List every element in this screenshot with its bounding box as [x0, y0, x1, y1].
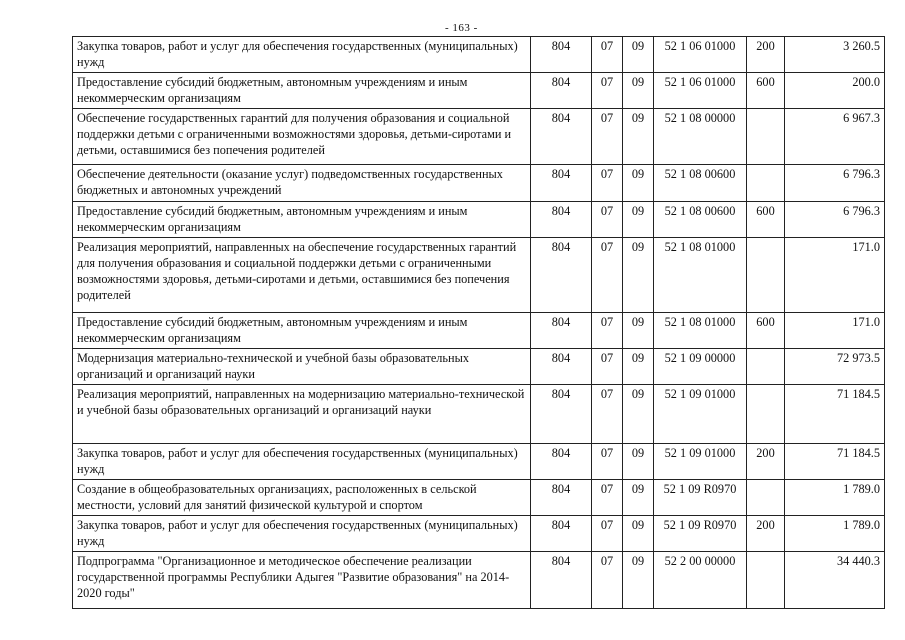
section-code: 07 — [592, 552, 623, 609]
row-name: Закупка товаров, работ и услуг для обеспечения государственных (муниципальных) нужд — [73, 516, 531, 552]
target-code: 52 1 06 01000 — [654, 37, 747, 73]
expense-type-code — [747, 349, 785, 385]
section-code: 07 — [592, 385, 623, 444]
expense-type-code — [747, 109, 785, 165]
subsection-code: 09 — [623, 238, 654, 313]
ministry-code: 804 — [531, 349, 592, 385]
ministry-code: 804 — [531, 385, 592, 444]
section-code: 07 — [592, 73, 623, 109]
target-code: 52 1 09 00000 — [654, 349, 747, 385]
expense-type-code: 200 — [747, 37, 785, 73]
row-name: Реализация мероприятий, направленных на обеспечение государственных гарантий для получения образования и социальной поддержки детьми с ограниченными возможностями здоровья, детьми-сиротами и детьми, оставшимися без попечения родителей — [73, 238, 531, 313]
amount: 6 796.3 — [785, 165, 885, 202]
section-code: 07 — [592, 313, 623, 349]
section-code: 07 — [592, 37, 623, 73]
expense-type-code — [747, 552, 785, 609]
target-code: 52 1 06 01000 — [654, 73, 747, 109]
subsection-code: 09 — [623, 37, 654, 73]
table-row — [73, 73, 885, 109]
table-row — [73, 202, 885, 238]
subsection-code: 09 — [623, 349, 654, 385]
expense-type-code: 200 — [747, 516, 785, 552]
table-row — [73, 516, 885, 552]
row-name: Создание в общеобразовательных организациях, расположенных в сельской местности, условий для занятий физической культурой и спортом — [73, 480, 531, 516]
expense-type-code: 200 — [747, 444, 785, 480]
table-row — [73, 165, 885, 202]
target-code: 52 1 09 01000 — [654, 444, 747, 480]
row-name: Закупка товаров, работ и услуг для обеспечения государственных (муниципальных) нужд — [73, 444, 531, 480]
amount: 71 184.5 — [785, 444, 885, 480]
target-code: 52 1 08 00600 — [654, 202, 747, 238]
amount: 200.0 — [785, 73, 885, 109]
subsection-code: 09 — [623, 480, 654, 516]
amount: 72 973.5 — [785, 349, 885, 385]
subsection-code: 09 — [623, 165, 654, 202]
ministry-code: 804 — [531, 480, 592, 516]
target-code: 52 1 08 01000 — [654, 313, 747, 349]
subsection-code: 09 — [623, 444, 654, 480]
table-row — [73, 349, 885, 385]
ministry-code: 804 — [531, 313, 592, 349]
subsection-code: 09 — [623, 73, 654, 109]
expense-type-code: 600 — [747, 202, 785, 238]
table-row — [73, 552, 885, 609]
row-name: Реализация мероприятий, направленных на модернизацию материально-технической и учебной базы образовательных организаций и организаций науки — [73, 385, 531, 444]
section-code: 07 — [592, 349, 623, 385]
row-name: Предоставление субсидий бюджетным, автономным учреждениям и иным некоммерческим организациям — [73, 202, 531, 238]
target-code: 52 1 09 R0970 — [654, 516, 747, 552]
table-row — [73, 238, 885, 313]
row-name: Обеспечение государственных гарантий для получения образования и социальной поддержки детьми с ограниченными возможностями здоровья, детьми-сиротами и детьми, оставшимися без попечения родителей — [73, 109, 531, 165]
subsection-code: 09 — [623, 552, 654, 609]
section-code: 07 — [592, 480, 623, 516]
amount: 34 440.3 — [785, 552, 885, 609]
ministry-code: 804 — [531, 73, 592, 109]
expense-type-code — [747, 480, 785, 516]
ministry-code: 804 — [531, 552, 592, 609]
subsection-code: 09 — [623, 109, 654, 165]
section-code: 07 — [592, 165, 623, 202]
section-code: 07 — [592, 109, 623, 165]
table-row — [73, 109, 885, 165]
ministry-code: 804 — [531, 238, 592, 313]
row-name: Предоставление субсидий бюджетным, автономным учреждениям и иным некоммерческим организациям — [73, 73, 531, 109]
row-name: Подпрограмма "Организационное и методическое обеспечение реализации государственной программы Республики Адыгея "Развитие образования" на 2014-2020 годы" — [73, 552, 531, 609]
target-code: 52 1 08 00000 — [654, 109, 747, 165]
amount: 71 184.5 — [785, 385, 885, 444]
target-code: 52 1 09 R0970 — [654, 480, 747, 516]
budget-table — [72, 36, 885, 609]
amount: 171.0 — [785, 238, 885, 313]
subsection-code: 09 — [623, 202, 654, 238]
amount: 1 789.0 — [785, 516, 885, 552]
table-row — [73, 444, 885, 480]
target-code: 52 1 09 01000 — [654, 385, 747, 444]
subsection-code: 09 — [623, 385, 654, 444]
ministry-code: 804 — [531, 202, 592, 238]
subsection-code: 09 — [623, 313, 654, 349]
table-row — [73, 313, 885, 349]
ministry-code: 804 — [531, 165, 592, 202]
target-code: 52 1 08 00600 — [654, 165, 747, 202]
amount: 171.0 — [785, 313, 885, 349]
target-code: 52 1 08 01000 — [654, 238, 747, 313]
amount: 6 796.3 — [785, 202, 885, 238]
section-code: 07 — [592, 202, 623, 238]
target-code: 52 2 00 00000 — [654, 552, 747, 609]
row-name: Закупка товаров, работ и услуг для обеспечения государственных (муниципальных) нужд — [73, 37, 531, 73]
subsection-code: 09 — [623, 516, 654, 552]
expense-type-code: 600 — [747, 313, 785, 349]
amount: 6 967.3 — [785, 109, 885, 165]
table-row — [73, 385, 885, 444]
amount: 3 260.5 — [785, 37, 885, 73]
expense-type-code — [747, 165, 785, 202]
ministry-code: 804 — [531, 444, 592, 480]
table-row — [73, 37, 885, 73]
row-name: Обеспечение деятельности (оказание услуг) подведомственных государственных бюджетных и автономных учреждений — [73, 165, 531, 202]
expense-type-code — [747, 385, 785, 444]
ministry-code: 804 — [531, 109, 592, 165]
table-row — [73, 480, 885, 516]
amount: 1 789.0 — [785, 480, 885, 516]
row-name: Модернизация материально-технической и учебной базы образовательных организаций и организаций науки — [73, 349, 531, 385]
section-code: 07 — [592, 238, 623, 313]
section-code: 07 — [592, 516, 623, 552]
row-name: Предоставление субсидий бюджетным, автономным учреждениям и иным некоммерческим организациям — [73, 313, 531, 349]
page-number: - 163 - — [445, 22, 478, 34]
ministry-code: 804 — [531, 37, 592, 73]
expense-type-code: 600 — [747, 73, 785, 109]
expense-type-code — [747, 238, 785, 313]
section-code: 07 — [592, 444, 623, 480]
ministry-code: 804 — [531, 516, 592, 552]
